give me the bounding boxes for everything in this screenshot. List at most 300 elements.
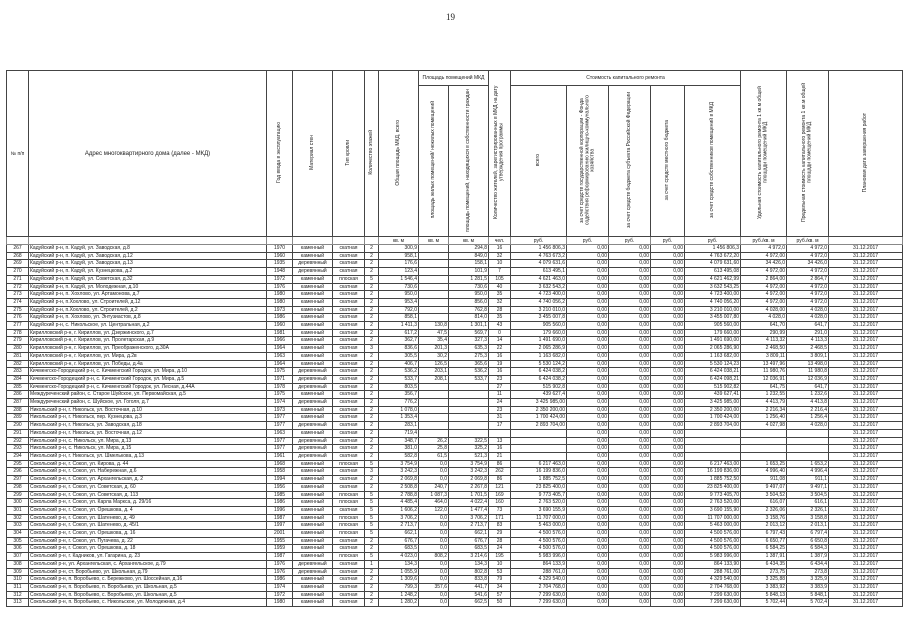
row-residents: 50 — [489, 599, 511, 607]
row-year: 1935 — [267, 260, 293, 268]
row-roof: плоская — [333, 514, 365, 522]
row-cost-total: 3 455 007,8 — [511, 314, 567, 322]
row-deadline: 31.12.2017 — [829, 483, 903, 491]
row-cost-regional: 0,00 — [609, 429, 651, 437]
row-number: 286 — [7, 391, 29, 399]
col-cost-local: за счет средств местного бюджета — [651, 86, 685, 237]
row-specific-cost: 4 413,79 — [741, 399, 787, 407]
row-deadline: 31.12.2017 — [829, 599, 903, 607]
row-roof: скатная — [333, 283, 365, 291]
row-total-area: 1 280,2 — [379, 599, 419, 607]
row-cost-regional: 0,00 — [609, 337, 651, 345]
col-no: № п/п — [7, 71, 29, 237]
row-cost-owners: 4 500 576,00 — [685, 530, 741, 538]
row-address: Сокольский р-н, г. Сокол, ул. Карла Маркса, д. 29/16 — [29, 499, 267, 507]
unit-cell: руб. — [651, 237, 685, 245]
row-cost-total: 2 350 200,00 — [511, 406, 567, 414]
row-deadline: 31.12.2017 — [829, 545, 903, 553]
row-total-area: 1 546,4 — [379, 275, 419, 283]
row-material: деревянный — [293, 437, 333, 445]
row-residents: 105 — [489, 275, 511, 283]
row-cost-owners: 1 456 806,3 — [685, 245, 741, 253]
row-cost-owners: 3 425 985,00 — [685, 399, 741, 407]
row-year: 1948 — [267, 268, 293, 276]
row-cost-owners: 4 500 576,00 — [685, 545, 741, 553]
row-cost-owners — [685, 452, 741, 460]
row-material: деревянный — [293, 268, 333, 276]
row-cost-total: 5 530 124,2 — [511, 360, 567, 368]
row-total-area: 2 788,8 — [379, 491, 419, 499]
row-number: 302 — [7, 514, 29, 522]
row-cost-total: 864 133,9 — [511, 560, 567, 568]
row-address: Сокольский р-н, г. Сокол, ул. Архангельская, д. 2 — [29, 476, 267, 484]
row-cost-owners: 1 700 424,00 — [685, 414, 741, 422]
row-roof: плоская — [333, 522, 365, 530]
row-deadline: 31.12.2017 — [829, 352, 903, 360]
col-max-specific: Предельная стоимость капитального ремонта 1 кв.м общей площади помещений МКД — [787, 71, 829, 237]
row-year: 1958 — [267, 468, 293, 476]
row-cost-local: 0,00 — [651, 437, 685, 445]
row-deadline: 31.12.2017 — [829, 568, 903, 576]
row-year: 1956 — [267, 483, 293, 491]
row-cost-owners: 3 632 543,25 — [685, 283, 741, 291]
row-area-own: 533,7 — [449, 375, 489, 383]
row-cost-local: 0,00 — [651, 406, 685, 414]
row-specific-cost: 2 216,34 — [741, 406, 787, 414]
row-residents: 160 — [489, 499, 511, 507]
row-year: 1963 — [267, 429, 293, 437]
row-cost-local: 0,00 — [651, 460, 685, 468]
row-deadline: 31.12.2017 — [829, 391, 903, 399]
table-row — [7, 360, 903, 368]
row-year: 1978 — [267, 383, 293, 391]
row-deadline: 31.12.2017 — [829, 360, 903, 368]
row-address: Сокольский р-н, п. Воробьево, с. Бережково, ул. Шоссейная, д.16 — [29, 576, 267, 584]
row-address: Кадуйский р-н, п. Хохлово, ул. Артамонова, д.7 — [29, 291, 267, 299]
row-cost-fund: 0,00 — [567, 599, 609, 607]
row-total-area: 123,4 — [379, 268, 419, 276]
row-residents: 43 — [489, 322, 511, 330]
row-address: Сокольский р-н, г. Сокол, ул. Шатенево, д. 45/1 — [29, 522, 267, 530]
row-area-all: 122,0 — [419, 506, 449, 514]
row-address: Кадуйский р-н, п. Кадуй, ул. Советская, д.32 — [29, 275, 267, 283]
row-residents: 79 — [489, 576, 511, 584]
row-area-own: 2 713,7 — [449, 522, 489, 530]
table-row — [7, 437, 903, 445]
row-area-own: 802,8 — [449, 568, 489, 576]
row-roof: плоская — [333, 275, 365, 283]
row-total-area: 3 242,3 — [379, 468, 419, 476]
row-material: каменный — [293, 499, 333, 507]
row-year: 1971 — [267, 375, 293, 383]
row-specific-cost: 4 972,0 — [741, 245, 787, 253]
row-residents: 23 — [489, 406, 511, 414]
table-body — [7, 245, 903, 607]
table-row — [7, 306, 903, 314]
row-number: 287 — [7, 399, 29, 407]
row-year: 1986 — [267, 314, 293, 322]
row-year: 1977 — [267, 437, 293, 445]
row-max-specific-cost: 273,8 — [787, 568, 829, 576]
row-specific-cost: 911,08 — [741, 476, 787, 484]
row-cost-owners: 6 424 098,21 — [685, 375, 741, 383]
col-cost-fund: за счет средств государственной корпорации - Фонда содействия реформированию жилищно-коммунального хозяйства — [567, 86, 609, 237]
row-number: 306 — [7, 545, 29, 553]
row-area-all: 47,5 — [419, 329, 449, 337]
row-material: каменный — [293, 483, 333, 491]
row-cost-local: 0,00 — [651, 245, 685, 253]
row-address: Сокольский р-н, п. Воробьево, п. Воробьево, ул. Школьная, д.5 — [29, 583, 267, 591]
row-material: каменный — [293, 576, 333, 584]
row-cost-total: 288 761,0 — [511, 568, 567, 576]
row-cost-total: 7 299 630,0 — [511, 599, 567, 607]
row-material: деревянный — [293, 368, 333, 376]
row-cost-owners: 179 660,00 — [685, 329, 741, 337]
row-roof: скатная — [333, 291, 365, 299]
row-roof: плоская — [333, 460, 365, 468]
row-specific-cost: 9 497,07 — [741, 483, 787, 491]
table-row — [7, 591, 903, 599]
row-material: каменный — [293, 476, 333, 484]
row-area-all — [419, 260, 449, 268]
row-max-specific-cost — [787, 429, 829, 437]
row-max-specific-cost: 616,1 — [787, 499, 829, 507]
row-cost-local: 0,00 — [651, 545, 685, 553]
row-cost-local: 0,00 — [651, 583, 685, 591]
row-deadline: 31.12.2017 — [829, 268, 903, 276]
row-floors: 2 — [365, 406, 379, 414]
row-max-specific-cost: 34 426,0 — [787, 260, 829, 268]
unit-cell: руб. — [609, 237, 651, 245]
row-specific-cost: 4 972,00 — [741, 283, 787, 291]
row-residents: 27 — [489, 383, 511, 391]
row-material: деревянный — [293, 445, 333, 453]
row-number: 304 — [7, 530, 29, 538]
row-max-specific-cost: 4 972,0 — [787, 268, 829, 276]
row-year: 1960 — [267, 322, 293, 330]
row-cost-fund: 0,00 — [567, 322, 609, 330]
row-area-own: 275,3 — [449, 352, 489, 360]
row-material: каменный — [293, 391, 333, 399]
row-year: 1964 — [267, 345, 293, 353]
row-material: каменный — [293, 329, 333, 337]
row-number: 267 — [7, 245, 29, 253]
row-roof: скатная — [333, 322, 365, 330]
row-area-own: 294,8 — [449, 245, 489, 253]
table-row — [7, 291, 903, 299]
row-residents: 10 — [489, 260, 511, 268]
row-floors: 2 — [365, 260, 379, 268]
row-specific-cost — [741, 429, 787, 437]
unit-cell — [365, 237, 379, 245]
row-total-area: 836,6 — [379, 345, 419, 353]
row-cost-regional: 0,00 — [609, 522, 651, 530]
row-floors: 2 — [365, 599, 379, 607]
row-roof: скатная — [333, 437, 365, 445]
row-year: 1968 — [267, 460, 293, 468]
row-address: Сокольский р-н, г. Сокол, ул. Шатенево, д. 49 — [29, 514, 267, 522]
row-cost-fund: 0,00 — [567, 245, 609, 253]
table-row — [7, 406, 903, 414]
row-year: 1970 — [267, 245, 293, 253]
row-material: каменный — [293, 345, 333, 353]
row-residents: 57 — [489, 591, 511, 599]
row-max-specific-cost: 1 653,2 — [787, 460, 829, 468]
row-address: Сокольский р-н, п. Воробьево, с. Никольское, ул. Молодежная, д.4 — [29, 599, 267, 607]
row-max-specific-cost: 2 013,1 — [787, 522, 829, 530]
row-cost-total — [511, 445, 567, 453]
row-cost-regional: 0,00 — [609, 275, 651, 283]
units-row — [7, 237, 903, 245]
row-area-all — [419, 291, 449, 299]
row-max-specific-cost: 641,7 — [787, 383, 829, 391]
row-floors: 3 — [365, 468, 379, 476]
row-area-own — [449, 391, 489, 399]
page-number: 19 — [446, 12, 455, 22]
row-max-specific-cost: 2 326,1 — [787, 506, 829, 514]
row-material: деревянный — [293, 399, 333, 407]
unit-cell — [29, 237, 267, 245]
row-roof: скатная — [333, 476, 365, 484]
row-material: деревянный — [293, 383, 333, 391]
row-area-own: 441,7 — [449, 583, 489, 591]
row-deadline: 31.12.2017 — [829, 322, 903, 330]
row-address: Никольский р-н, г. Никольск, ул. Шмелькова, д.13 — [29, 452, 267, 460]
row-floors: 2 — [365, 375, 379, 383]
row-total-area: 1 353,4 — [379, 414, 419, 422]
row-total-area: 1 411,3 — [379, 322, 419, 330]
row-year: 1980 — [267, 291, 293, 299]
table-row — [7, 530, 903, 538]
row-cost-total: 7 299 630,0 — [511, 591, 567, 599]
row-cost-fund: 0,00 — [567, 476, 609, 484]
row-material: деревянный — [293, 560, 333, 568]
row-cost-regional: 0,00 — [609, 245, 651, 253]
row-area-all: 0,0 — [419, 576, 449, 584]
row-max-specific-cost: 3 504,5 — [787, 491, 829, 499]
row-floors: 2 — [365, 414, 379, 422]
row-cost-total: 4 500 576,0 — [511, 537, 567, 545]
row-cost-total: 6 424 038,2 — [511, 375, 567, 383]
row-cost-fund: 0,00 — [567, 414, 609, 422]
row-cost-regional: 0,00 — [609, 591, 651, 599]
row-deadline: 31.12.2017 — [829, 406, 903, 414]
row-total-area: 776,2 — [379, 399, 419, 407]
row-cost-regional: 0,00 — [609, 514, 651, 522]
row-cost-owners: 3 690 155,90 — [685, 506, 741, 514]
col-residents: Количество жителей, зарегистрированных в МКД на дату утверждения программы — [489, 71, 511, 237]
row-floors: 2 — [365, 452, 379, 460]
row-area-all: 0,0 — [419, 568, 449, 576]
row-number: 299 — [7, 491, 29, 499]
unit-cell — [333, 237, 365, 245]
row-cost-total: 16 199 836,0 — [511, 468, 567, 476]
row-max-specific-cost: 1 256,4 — [787, 414, 829, 422]
row-cost-total: 3 425 985,00 — [511, 399, 567, 407]
row-cost-local: 0,00 — [651, 383, 685, 391]
row-specific-cost: 4 113,32 — [741, 337, 787, 345]
row-year: 1955 — [267, 537, 293, 545]
row-material: каменный — [293, 522, 333, 530]
row-max-specific-cost: 6 434,4 — [787, 560, 829, 568]
row-residents: 0 — [489, 329, 511, 337]
row-floors: 2 — [365, 352, 379, 360]
row-cost-owners: 7 299 630,00 — [685, 591, 741, 599]
row-material: деревянный — [293, 422, 333, 430]
row-specific-cost — [741, 452, 787, 460]
row-specific-cost: 13 497,96 — [741, 360, 787, 368]
col-cost-regional: за счет средств бюджета субъекта Российской Федерации — [609, 86, 651, 237]
row-roof: скатная — [333, 314, 365, 322]
row-year: 1974 — [267, 399, 293, 407]
row-deadline: 31.12.2017 — [829, 537, 903, 545]
row-cost-regional: 0,00 — [609, 298, 651, 306]
row-cost-total: 4 723 400,0 — [511, 291, 567, 299]
row-max-specific-cost: 1 232,6 — [787, 391, 829, 399]
row-specific-cost: 12 036,91 — [741, 375, 787, 383]
row-floors: 2 — [365, 314, 379, 322]
row-cost-fund: 0,00 — [567, 545, 609, 553]
row-number: 281 — [7, 352, 29, 360]
row-number: 293 — [7, 445, 29, 453]
row-number: 269 — [7, 260, 29, 268]
row-material: каменный — [293, 591, 333, 599]
row-floors: 2 — [365, 298, 379, 306]
row-year: 1976 — [267, 283, 293, 291]
col-address: Адрес многоквартирного дома (далее - МКД) — [29, 71, 267, 237]
row-address: Сокольский р-н, г. Сокол, ул. Советская, д. 113 — [29, 491, 267, 499]
row-cost-fund: 0,00 — [567, 391, 609, 399]
row-cost-total: 1 456 806,3 — [511, 245, 567, 253]
row-cost-local: 0,00 — [651, 275, 685, 283]
table-row — [7, 476, 903, 484]
row-cost-regional: 0,00 — [609, 375, 651, 383]
row-cost-local: 0,00 — [651, 260, 685, 268]
row-total-area: 662,1 — [379, 530, 419, 538]
row-cost-owners: 3 455 007,80 — [685, 314, 741, 322]
row-specific-cost: 3 325,88 — [741, 576, 787, 584]
row-year: 1977 — [267, 445, 293, 453]
row-cost-fund: 0,00 — [567, 483, 609, 491]
row-deadline: 31.12.2017 — [829, 553, 903, 561]
row-specific-cost: 6 797,43 — [741, 530, 787, 538]
row-max-specific-cost: 12 036,9 — [787, 375, 829, 383]
row-specific-cost: 3 383,92 — [741, 583, 787, 591]
table-row — [7, 245, 903, 253]
row-number: 309 — [7, 568, 29, 576]
row-material: каменный — [293, 583, 333, 591]
row-material: каменный — [293, 468, 333, 476]
row-number: 268 — [7, 252, 29, 260]
row-total-area: 730,6 — [379, 283, 419, 291]
row-residents: 17 — [489, 422, 511, 430]
row-number: 270 — [7, 268, 29, 276]
row-number: 290 — [7, 422, 29, 430]
row-cost-fund: 0,00 — [567, 275, 609, 283]
row-deadline: 31.12.2017 — [829, 530, 903, 538]
row-area-own: 158,1 — [449, 260, 489, 268]
row-total-area: 676,7 — [379, 537, 419, 545]
table-row — [7, 337, 903, 345]
row-year: 1977 — [267, 414, 293, 422]
row-specific-cost: 5 848,13 — [741, 591, 787, 599]
row-address: Кичменгско-Городецкий р-н, с. Кичменгский Городок, ул. Мира, д.5 — [29, 375, 267, 383]
row-residents: 10 — [489, 560, 511, 568]
row-cost-regional: 0,00 — [609, 437, 651, 445]
unit-cell — [267, 237, 293, 245]
row-cost-owners — [685, 429, 741, 437]
row-floors: 2 — [365, 429, 379, 437]
row-cost-local: 0,00 — [651, 399, 685, 407]
row-area-all — [419, 268, 449, 276]
row-number: 288 — [7, 406, 29, 414]
row-cost-total: 1 163 682,0 — [511, 352, 567, 360]
row-deadline: 31.12.2017 — [829, 583, 903, 591]
row-material: каменный — [293, 599, 333, 607]
row-area-own: 3 214,6 — [449, 553, 489, 561]
table-row — [7, 268, 903, 276]
row-address: Кадуйский р-н, п. Кадуй, ул. Молодежная, д.10 — [29, 283, 267, 291]
row-cost-regional: 0,00 — [609, 460, 651, 468]
row-cost-regional: 0,00 — [609, 422, 651, 430]
row-cost-local: 0,00 — [651, 491, 685, 499]
row-year: 1975 — [267, 391, 293, 399]
row-cost-owners: 23 825 400,00 — [685, 483, 741, 491]
row-cost-regional: 0,00 — [609, 260, 651, 268]
row-area-own: 1 301,1 — [449, 322, 489, 330]
row-total-area: 362,7 — [379, 337, 419, 345]
capital-repair-table-container — [6, 70, 902, 607]
row-roof: скатная — [333, 391, 365, 399]
row-max-specific-cost: 4 113,3 — [787, 337, 829, 345]
row-number: 312 — [7, 591, 29, 599]
row-total-area: 348,7 — [379, 437, 419, 445]
row-address: Кичменгско-Городецкий р-н, с. Кичменгский Городок, ул. Мира, д.10 — [29, 368, 267, 376]
row-specific-cost: 4 027,98 — [741, 422, 787, 430]
row-roof: скатная — [333, 268, 365, 276]
row-address: Никольский р-н, г. Никольск, пер. Кузнецова, д.3 — [29, 414, 267, 422]
unit-cell: кв. м — [419, 237, 449, 245]
row-total-area: 1 078,0 — [379, 406, 419, 414]
row-cost-total — [511, 452, 567, 460]
unit-cell: чел. — [489, 237, 511, 245]
row-total-area: 958,1 — [379, 252, 419, 260]
row-area-all: 808,2 — [419, 553, 449, 561]
row-cost-regional: 0,00 — [609, 291, 651, 299]
row-cost-regional: 0,00 — [609, 306, 651, 314]
row-total-area: 134,3 — [379, 560, 419, 568]
row-cost-local: 0,00 — [651, 337, 685, 345]
row-cost-owners: 2 065 286,90 — [685, 345, 741, 353]
row-area-all: 464,0 — [419, 499, 449, 507]
row-roof: плоская — [333, 530, 365, 538]
row-deadline: 31.12.2017 — [829, 591, 903, 599]
row-number: 297 — [7, 476, 29, 484]
row-deadline: 31.12.2017 — [829, 414, 903, 422]
row-cost-regional: 0,00 — [609, 468, 651, 476]
row-cost-regional: 0,00 — [609, 322, 651, 330]
row-total-area: 533,7 — [379, 375, 419, 383]
row-cost-local: 0,00 — [651, 452, 685, 460]
col-area-group: Площадь помещений МКД — [419, 71, 489, 86]
table-row — [7, 560, 903, 568]
row-total-area: 300,9 — [379, 245, 419, 253]
unit-cell — [293, 237, 333, 245]
row-area-own: 2 069,8 — [449, 476, 489, 484]
row-residents: 16 — [489, 445, 511, 453]
row-total-area: 283,1 — [379, 422, 419, 430]
row-max-specific-cost: 4 028,0 — [787, 422, 829, 430]
